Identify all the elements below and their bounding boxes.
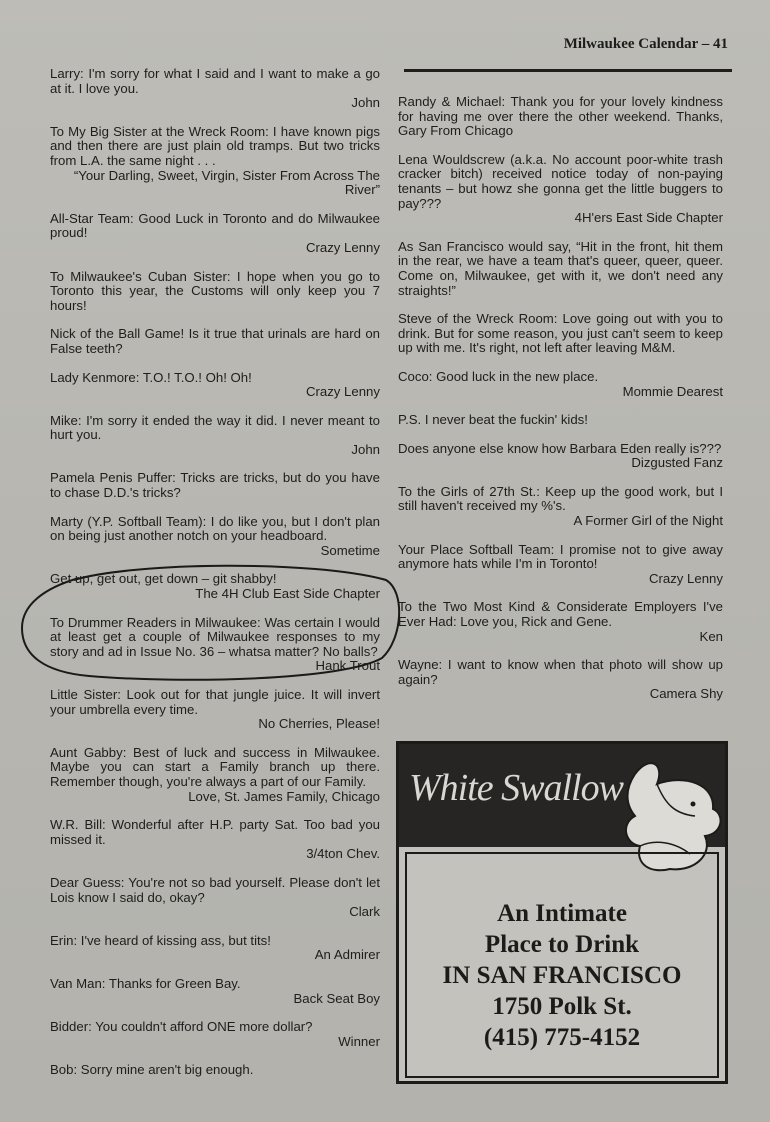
classified-entry	[50, 1063, 380, 1078]
entry-text: Nick of the Ball Game! Is it true that urinals are hard on False teeth?	[50, 326, 380, 356]
classified-entry	[50, 212, 380, 256]
entry-text: Marty (Y.P. Softball Team): I do like you, but I don't plan on being just another notch on your headboard.	[50, 513, 380, 544]
entry-signature: Sometime	[320, 542, 380, 558]
ad-line: IN SAN FRANCISCO	[442, 962, 682, 989]
page-header: Milwaukee Calendar – 41	[563, 36, 728, 52]
entry-signature: Clark	[349, 904, 380, 920]
entry-text: Pamela Penis Puffer: Tricks are tricks, but do you have to chase D.D.'s tricks?	[50, 470, 380, 501]
entry-signature: Hank Trout	[315, 658, 380, 674]
entry-signature: No Cherries, Please!	[258, 716, 380, 732]
entry-signature: Winner	[338, 1033, 380, 1049]
entry-text: Van Man: Thanks for Green Bay.	[50, 975, 241, 991]
classified-entry	[398, 413, 723, 428]
classified-entry	[50, 977, 380, 1006]
entry-signature: Mommie Dearest	[622, 383, 723, 399]
classified-entry	[50, 876, 380, 920]
entry-text: Randy & Michael: Thank you for your lovely kindness for having me over there the other weekend. Thanks, Gary From Chicago	[398, 94, 723, 139]
entry-text: Erin: I've heard of kissing ass, but tits!	[50, 932, 271, 948]
classified-entry	[50, 125, 380, 198]
entry-signature: Crazy Lenny	[305, 384, 380, 400]
entry-signature: John	[351, 95, 380, 111]
classified-entry	[50, 515, 380, 559]
entry-text: Aunt Gabby: Best of luck and success in Milwaukee. Maybe you can start a Family branch up there. Remember though, you're always a part of our Family.	[50, 744, 380, 789]
header-rule	[404, 69, 732, 72]
entry-text: Lena Wouldscrew (a.k.a. No account poor-white trash cracker bitch) received notice today of non-paying tenants – but howz she gonna get the little buggers to pay???	[398, 151, 723, 211]
classified-entry	[50, 270, 380, 314]
ad-line: Place to Drink	[484, 931, 640, 958]
classified-entry	[398, 153, 723, 226]
ad-line: 1750 Polk St.	[492, 993, 632, 1020]
classified-entry	[50, 818, 380, 862]
entry-signature: Crazy Lenny	[648, 570, 723, 586]
entry-signature: A Former Girl of the Night	[573, 513, 723, 529]
classified-entry	[398, 600, 723, 644]
entry-text: Your Place Softball Team: I promise not to give away anymore hats while I'm in Toronto!	[398, 541, 723, 572]
classified-entry	[50, 1020, 380, 1049]
right-column	[398, 95, 723, 716]
entry-signature: John	[351, 441, 380, 457]
classified-entry	[50, 934, 380, 963]
classified-entry	[50, 371, 380, 400]
classified-entry	[50, 471, 380, 500]
entry-signature: Camera Shy	[649, 686, 723, 702]
entry-text: Dear Guess: You're not so bad yourself. Please don't let Lois know I said do, okay?	[50, 874, 380, 905]
entry-text: Wayne: I want to know when that photo will show up again?	[398, 657, 723, 687]
classified-entry	[50, 414, 380, 458]
hand-drawn-circle	[14, 560, 404, 685]
entry-signature: Dizgusted Fanz	[631, 455, 723, 471]
classified-entry	[398, 658, 723, 702]
entry-signature: 4H'ers East Side Chapter	[574, 210, 723, 226]
entry-text: Little Sister: Look out for that jungle juice. It will invert your umbrella every time.	[50, 687, 380, 717]
classified-entry	[50, 746, 380, 804]
entry-text: P.S. I never beat the fuckin' kids!	[398, 412, 588, 428]
entry-text: To Milwaukee's Cuban Sister: I hope when you go to Toronto this year, the Customs will only keep you 7 hours!	[50, 268, 380, 313]
entry-signature: Love, St. James Family, Chicago	[188, 788, 380, 804]
classified-entry	[398, 240, 723, 298]
entry-text: All-Star Team: Good Luck in Toronto and do Milwaukee proud!	[50, 210, 380, 241]
entry-text: Larry: I'm sorry for what I said and I want to make a go at it. I love you.	[50, 66, 380, 96]
entry-signature: An Admirer	[314, 947, 380, 963]
classified-entry	[398, 543, 723, 587]
white-swallow-ad	[396, 741, 728, 1084]
entry-text: Lady Kenmore: T.O.! T.O.! Oh! Oh!	[50, 369, 252, 385]
white-swallow-logo: White Swallow	[409, 767, 623, 809]
classified-entry	[398, 312, 723, 356]
ad-line: (415) 775-4152	[483, 1024, 641, 1051]
entry-text: Mike: I'm sorry it ended the way it did. I never meant to hurt you.	[50, 412, 380, 443]
classified-entry	[398, 442, 723, 471]
entry-text: To the Girls of 27th St.: Keep up the good work, but I still haven't received my %'s.	[398, 483, 723, 514]
entry-signature: The 4H Club East Side Chapter	[195, 586, 380, 602]
entry-signature: 3/4ton Chev.	[306, 846, 380, 862]
entry-signature: Crazy Lenny	[305, 239, 380, 255]
entry-text: Steve of the Wreck Room: Love going out with you to drink. But for some reason, you just can't seem to keep up with me. It's right, not left after leaving M&M.	[398, 311, 723, 356]
entry-signature: Ken	[699, 628, 723, 644]
entry-text: To My Big Sister at the Wreck Room: I have known pigs and then there are just plain old tramps. But two tricks from L.A. the same night . . .	[50, 123, 380, 168]
entry-signature: Back Seat Boy	[293, 990, 380, 1006]
entry-text: Coco: Good luck in the new place.	[398, 368, 599, 384]
entry-text: Get up, get out, get down – git shabby!	[50, 571, 277, 587]
classified-entry	[50, 327, 380, 356]
classified-entry	[50, 688, 380, 732]
entry-signature: “Your Darling, Sweet, Virgin, Sister From Across The River”	[73, 167, 380, 198]
classified-entry	[50, 67, 380, 111]
entry-text: Bidder: You couldn't afford ONE more dollar?	[50, 1019, 313, 1035]
ad-line: An Intimate	[497, 900, 627, 927]
entry-text: To the Two Most Kind & Considerate Employers I've Ever Had: Love you, Rick and Gene.	[398, 599, 723, 630]
classified-entry	[398, 485, 723, 529]
entry-text: Bob: Sorry mine aren't big enough.	[50, 1062, 254, 1078]
ad-copy	[399, 898, 725, 1053]
entry-text: To Drummer Readers in Milwaukee: Was certain I would at least get a couple of Milwaukee responses to my story and ad in Issue No. 36 – whatsa matter? No balls?	[50, 614, 380, 659]
entry-text: Does anyone else know how Barbara Eden really is???	[398, 440, 722, 456]
entry-text: W.R. Bill: Wonderful after H.P. party Sat. Too bad you missed it.	[50, 817, 380, 847]
entry-text: As San Francisco would say, “Hit in the front, hit them in the rear, we have a team that's queer, queer, queer. Come on, Milwaukee, get with it, we don't need any straights!”	[398, 238, 723, 298]
classified-entry	[398, 95, 723, 139]
classified-entry	[398, 370, 723, 399]
